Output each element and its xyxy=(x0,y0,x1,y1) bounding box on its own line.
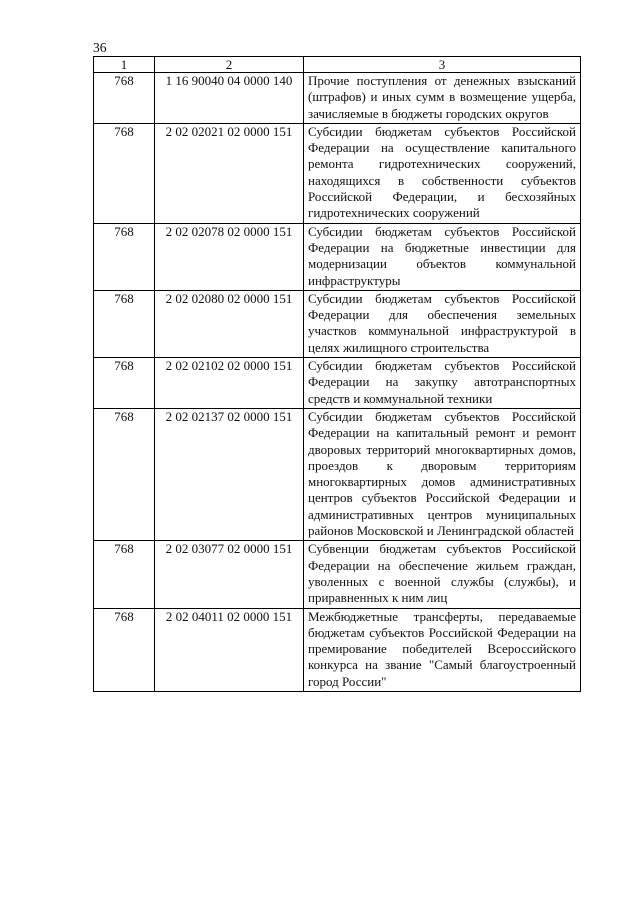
admin-code-cell: 768 xyxy=(94,608,155,691)
income-code-cell: 2 02 04011 02 0000 151 xyxy=(155,608,304,691)
income-code-cell: 1 16 90040 04 0000 140 xyxy=(155,73,304,124)
description-cell: Субсидии бюджетам субъектов Российской Федерации на осуществление капитального ремонта гидротехнических сооружений, находящихся в собственности субъектов Российской Федерации, и бесхозяйных гидротехнических сооружений xyxy=(304,123,581,223)
table-header-row xyxy=(94,57,581,73)
column-header-3: 3 xyxy=(304,57,581,73)
admin-code-cell: 768 xyxy=(94,290,155,357)
table-row xyxy=(94,358,581,409)
description-cell: Субсидии бюджетам субъектов Российской Федерации для обеспечения земельных участков коммунальной инфраструктурой в целях жилищного строительства xyxy=(304,290,581,357)
income-code-cell: 2 02 02137 02 0000 151 xyxy=(155,408,304,540)
table-row xyxy=(94,123,581,223)
table-row xyxy=(94,541,581,608)
income-code-cell: 2 02 03077 02 0000 151 xyxy=(155,541,304,608)
income-code-cell: 2 02 02102 02 0000 151 xyxy=(155,358,304,409)
table-row xyxy=(94,223,581,290)
description-cell: Субсидии бюджетам субъектов Российской Федерации на закупку автотранспортных средств и коммунальной техники xyxy=(304,358,581,409)
description-cell: Субсидии бюджетам субъектов Российской Федерации на бюджетные инвестиции для модернизации объектов коммунальной инфраструктуры xyxy=(304,223,581,290)
description-cell: Прочие поступления от денежных взысканий (штрафов) и иных сумм в возмещение ущерба, зачисляемые в бюджеты городских округов xyxy=(304,73,581,124)
admin-code-cell: 768 xyxy=(94,541,155,608)
table-row xyxy=(94,408,581,540)
income-code-cell: 2 02 02078 02 0000 151 xyxy=(155,223,304,290)
description-cell: Субсидии бюджетам субъектов Российской Федерации на капитальный ремонт и ремонт дворовых территорий многоквартирных домов, проездов к дворовым территориям многоквартирных домов административных центров субъектов Российской Федерации и административных центров муниципальных районов Московской и Ленинградской областей xyxy=(304,408,581,540)
admin-code-cell: 768 xyxy=(94,223,155,290)
admin-code-cell: 768 xyxy=(94,358,155,409)
description-cell: Межбюджетные трансферты, передаваемые бюджетам субъектов Российской Федерации на премирование победителей Всероссийского конкурса на звание "Самый благоустроенный город России" xyxy=(304,608,581,691)
income-code-cell: 2 02 02080 02 0000 151 xyxy=(155,290,304,357)
table-row xyxy=(94,290,581,357)
page-number: 36 xyxy=(93,40,107,55)
description-cell: Субвенции бюджетам субъектов Российской Федерации на обеспечение жильем граждан, уволенных с военной службы (службы), и приравненных к ним лиц xyxy=(304,541,581,608)
admin-code-cell: 768 xyxy=(94,123,155,223)
income-code-cell: 2 02 02021 02 0000 151 xyxy=(155,123,304,223)
admin-code-cell: 768 xyxy=(94,408,155,540)
budget-codes-table xyxy=(93,56,581,692)
column-header-2: 2 xyxy=(155,57,304,73)
column-header-1: 1 xyxy=(94,57,155,73)
table-row xyxy=(94,608,581,691)
admin-code-cell: 768 xyxy=(94,73,155,124)
table-row xyxy=(94,73,581,124)
